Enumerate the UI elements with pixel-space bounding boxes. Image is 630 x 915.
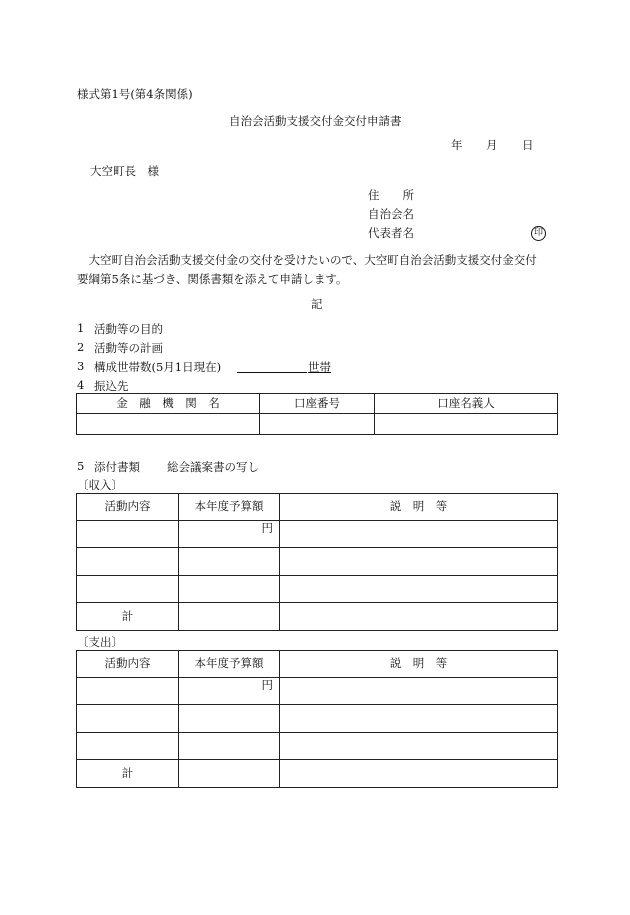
date-month-label: 月 [486,138,498,152]
item-attachments: 添付書類 [94,460,140,474]
item-number-4: 4 [77,378,85,392]
income-label: 〔収入〕 [77,478,123,492]
income-yen-unit: 円 [179,521,280,548]
form-number-label: 様式第1号(第4条関係) [77,87,193,101]
item-number-2: 2 [77,340,85,354]
account-holder-cell[interactable] [375,414,558,435]
seal-mark [531,224,546,241]
income-total-description-cell[interactable] [280,603,558,631]
expense-budget-cell[interactable] [179,705,280,733]
expense-activity-cell[interactable] [77,678,179,705]
income-activity-cell[interactable] [77,548,179,576]
expense-total-description-cell[interactable] [280,760,558,788]
expense-total-label: 計 [77,760,179,788]
expense-yen-unit: 円 [179,678,280,705]
account-number-cell[interactable] [260,414,375,435]
body-text-line1: 大空町自治会活動支援交付金の交付を受けたいので、大空町自治会活動支援交付金交付 [77,253,537,267]
income-table [76,493,558,631]
bank-header-account: 口座番号 [260,394,375,414]
expense-description-cell[interactable] [280,705,558,733]
representative-label: 代表者名 [368,226,414,240]
income-header-description: 説 明 等 [280,494,558,521]
expense-activity-cell[interactable] [77,733,179,760]
households-underline [237,361,307,373]
date-year-label: 年 [451,138,463,152]
income-activity-cell[interactable] [77,576,179,603]
households-field[interactable] [237,359,307,373]
expense-description-cell[interactable] [280,733,558,760]
bank-table [76,393,558,435]
expense-activity-cell[interactable] [77,705,179,733]
bank-header-name: 金 融 機 関 名 [77,394,260,414]
item-number-3: 3 [77,359,85,373]
income-header-activity: 活動内容 [77,494,179,521]
expense-label: 〔支出〕 [77,635,123,649]
body-text-line2: 要綱第5条に基づき、関係書類を添えて申請します。 [77,272,348,286]
attachments-value: 総会議案書の写し [167,460,259,474]
ki-heading: 記 [311,297,323,311]
expense-description-cell[interactable] [280,678,558,705]
expense-budget-cell[interactable] [179,733,280,760]
item-number-5: 5 [77,459,85,473]
income-total-label: 計 [77,603,179,631]
seal-glyph: 印 [531,226,546,241]
expense-header-description: 説 明 等 [280,651,558,678]
expense-header-activity: 活動内容 [77,651,179,678]
item-purpose: 活動等の目的 [94,322,163,336]
bank-header-holder: 口座名義人 [375,394,558,414]
income-budget-cell[interactable] [179,576,280,603]
page-title: 自治会活動支援交付金交付申請書 [229,114,402,128]
item-plan: 活動等の計画 [94,341,163,355]
income-description-cell[interactable] [280,576,558,603]
income-total-cell[interactable] [179,603,280,631]
expense-header-budget: 本年度予算額 [179,651,280,678]
expense-total-cell[interactable] [179,760,280,788]
income-description-cell[interactable] [280,548,558,576]
income-budget-cell[interactable] [179,548,280,576]
item-households: 構成世帯数(5月1日現在) [94,360,222,374]
item-number-1: 1 [77,321,85,335]
expense-table [76,650,558,788]
association-name-label: 自治会名 [368,207,414,221]
households-unit: 世帯 [308,360,331,374]
income-description-cell[interactable] [280,521,558,548]
address-label: 住 所 [368,188,414,202]
item-bank: 振込先 [94,379,129,393]
date-day-label: 日 [522,138,534,152]
income-activity-cell[interactable] [77,521,179,548]
income-header-budget: 本年度予算額 [179,494,280,521]
addressee: 大空町長 様 [90,164,159,178]
bank-name-cell[interactable] [77,414,260,435]
